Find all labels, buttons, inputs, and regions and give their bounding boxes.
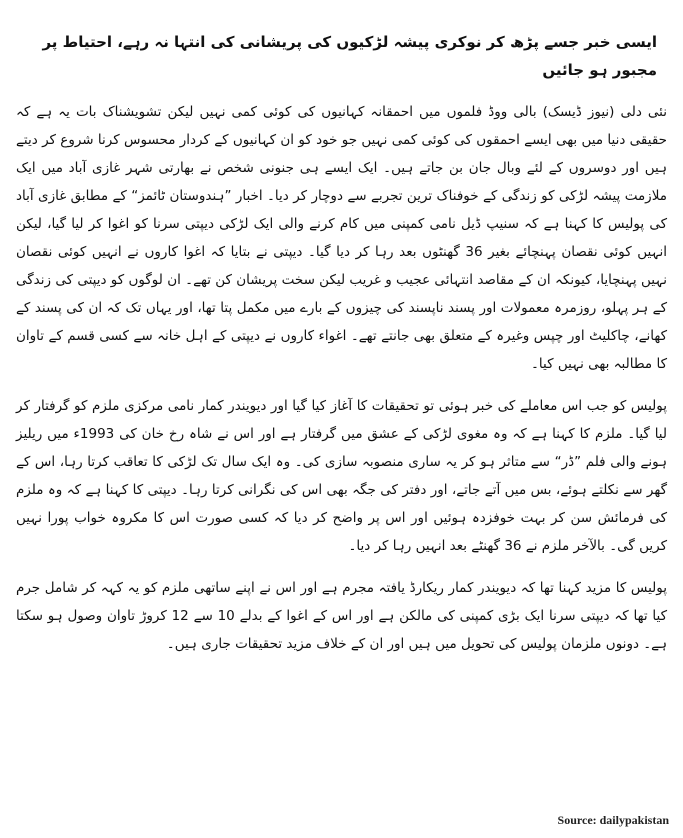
article-paragraph-2: پولیس کو جب اس معاملے کی خبر ہوئی تو تحقیقات کا آغاز کیا گیا اور دیویندر کمار نامی مرکزی ملزم کو گرفتار کر لیا گیا۔ ملزم کا کہنا ہے کہ وہ مغوی لڑکی کے عشق میں گرفتار ہے اور اس نے شاہ رخ خان کی 1993ء میں ریلیز ہونے والی فلم ”ڈر“ سے متاثر ہو کر یہ ساری منصوبہ سازی کی۔ وہ ایک سال تک لڑکی کا تعاقب کرتا رہا، اس کے گھر سے نکلتے ہوئے، بس میں آتے جاتے، اور دفتر کی جگہ بھی اس کی نگرانی کرتا رہا۔ دیپتی کا کہنا ہے کہ وہ ملزم کی فرمائش سن کر بہت خوفزدہ ہوئیں اور اس پر واضح کر دیا کہ کسی صورت اس کا مکروہ خواب پورا نہیں کریں گی۔ بالآخر ملزم نے 36 گھنٹے بعد انہیں رہا کر دیا۔ xyxy=(16,398,667,554)
source-credit: Source: dailypakistan xyxy=(557,813,669,827)
article-headline: ایسی خبر جسے پڑھ کر نوکری پیشہ لڑکیوں کی پریشانی کی انتہا نہ رہے، احتیاط پر مجبور ہو جائیں xyxy=(42,33,657,79)
article-paragraph-1: نئی دلی (نیوز ڈیسک) بالی ووڈ فلموں میں احمقانہ کہانیوں کی کوئی کمی نہیں لیکن تشویشناک بات یہ ہے کہ حقیقی دنیا میں بھی ایسے احمقوں کی کوئی کمی نہیں جو خود کو ان کہانیوں کے کردار محسوس کرنا شروع کر دیتے ہیں اور دوسروں کے لئے وبال جان بن جاتے ہیں۔ ایک ایسے ہی جنونی شخص نے بھارتی شہر غازی آباد میں ایک ملازمت پیشہ لڑکی کو زندگی کے خوفناک ترین تجربے سے دوچار کر دیا۔ اخبار ”ہندوستان ٹائمز“ کے مطابق غازی آباد کی پولیس کا کہنا ہے کہ سنیپ ڈیل نامی کمپنی میں کام کرنے والی ایک لڑکی دیپتی سرنا کو اغوا کر لیا گیا، لیکن انہیں کوئی نقصان پہنچائے بغیر 36 گھنٹوں بعد رہا کر دیا گیا۔ دیپتی نے بتایا کہ اغوا کاروں نے انہیں کوئی نقصان نہیں پہنچایا، کیونکہ ان کے مقاصد انتہائی عجیب و غریب لیکن سخت پریشان کن تھے۔ ان لوگوں کو دیپتی کی زندگی کے ہر پہلو، روزمرہ معمولات اور پسند ناپسند کی چیزوں کے بارے میں مکمل پتا تھا، اور یہاں تک کہ ان کی پسند کے کھانے، چاکلیٹ اور چپس وغیرہ کے متعلق بھی جانتے تھے۔ اغواء کاروں نے دیپتی کے اہل خانہ سے کسی قسم کے تاوان کا مطالبہ بھی نہیں کیا۔ xyxy=(16,104,667,372)
article-paragraph-3: پولیس کا مزید کہنا تھا کہ دیویندر کمار ریکارڈ یافتہ مجرم ہے اور اس نے اپنے ساتھی ملزم کو یہ کہہ کر شامل جرم کیا تھا کہ دیپتی سرنا ایک بڑی کمپنی کی مالکن ہے اور اس کے اغوا کے بدلے 10 سے 12 کروڑ تاوان وصول ہو سکتا ہے۔ دونوں ملزمان پولیس کی تحویل میں ہیں اور ان کے خلاف مزید تحقیقات جاری ہیں۔ xyxy=(16,580,668,652)
